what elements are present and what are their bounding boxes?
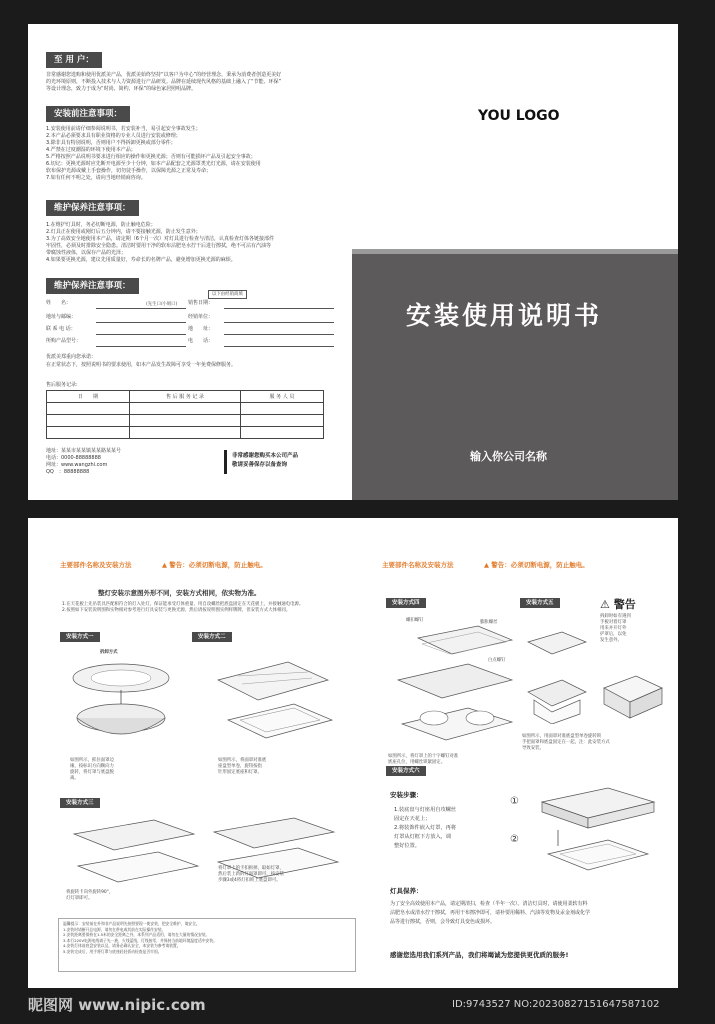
contact-phone: 电话：0000-88888888 — [46, 455, 101, 461]
care-line: 品等进行擦拭，否则，会导致灯具变色或损坏。 — [390, 919, 496, 925]
caption-line: 如图所示，将面罩对准底 — [218, 758, 267, 763]
thanks-line: 非常感谢您购买本公司产品 — [232, 453, 299, 459]
maintenance-line: 4.如果要更换光源，建议先用质量好，寿命长的名牌产品，避免增加更换光源的麻烦。 — [46, 257, 236, 263]
field-name-label: 姓 名： — [46, 300, 72, 306]
install-intro — [62, 602, 352, 614]
maintenance-body — [46, 222, 346, 264]
caption-line: 灯灯罩即可。 — [66, 896, 93, 901]
caption-line: 将灯罩上的卡扣拆掉，取如灯罩， — [218, 866, 284, 871]
part-white-screw-label: 白点螺钉 — [488, 658, 506, 663]
warning-triangle-icon: ⚠ — [600, 598, 610, 611]
field-name-line[interactable] — [96, 308, 186, 309]
method-2-caption — [218, 758, 328, 776]
field-dealer-address-label: 地 址： — [188, 326, 214, 332]
maintenance-line: 带腐蚀性液体，以保存产品的光泽； — [46, 250, 127, 256]
caption-line: 手把面罩和底盘固定在一起，注：此安装方式 — [522, 740, 610, 745]
part-expansion-label: 膨胀螺丝 — [480, 620, 498, 625]
warning-title: 警告 — [613, 598, 636, 611]
warning-line: 发生意外。 — [600, 638, 622, 643]
warning-line: 手板对着灯罩 — [600, 620, 627, 625]
field-dealer-line[interactable] — [224, 322, 334, 323]
disclaimer-box — [58, 918, 356, 972]
step-line: 固定在天花上； — [394, 816, 431, 822]
disclaimer-line: 温馨提示：安装前在外和非产品说明先按照要现一使安装，把安全维护，请安全。 — [63, 921, 200, 926]
to-user-title: 至 用 户： — [46, 52, 102, 68]
method-1-diagram — [66, 650, 176, 750]
intro-line: 2.按照如下安装说明图和实物相对参考进行灯具安装与更换光源，然后请按说明图实例样牌牌，但安装方式大体相同。 — [62, 608, 291, 613]
field-dealer-address-line[interactable] — [224, 334, 334, 335]
disclaimer-line: 4.安装灯体前底盘安装以及，请务必确认安全，本安装为参考请装置。 — [63, 943, 181, 949]
field-model-line[interactable] — [96, 346, 186, 347]
table-header-date: 日 期 — [47, 391, 130, 403]
method-1-caption — [70, 758, 160, 782]
table-header-record: 售 后 服 务 记 录 — [130, 391, 241, 403]
caption-line: 然后装上新的灯面罩即可，按安装 — [218, 872, 284, 877]
method-6-tag: 安装方式六 — [386, 766, 426, 776]
field-name-suffix: (先生口/小姐口) — [146, 302, 178, 307]
method-4-tag: 安装方式四 — [386, 598, 426, 608]
before-install-title: 安装前注意事项： — [46, 106, 130, 122]
field-dealer-label: 经销单位： — [188, 314, 214, 320]
table-header-row — [47, 391, 324, 403]
manual-title: 安装使用说明书 — [406, 301, 603, 330]
before-install-line: 5.严格按照产品说明书要求进行相应的操作和更换光源；否则有可能损坏产品及引起安全事故； — [46, 154, 256, 160]
method-5-illustration — [522, 614, 592, 724]
caption-line: 步骤3或4将灯扣锁上底盘即可。 — [218, 878, 281, 883]
table-header-staff: 服 务 人 员 — [240, 391, 323, 403]
care-body — [390, 900, 660, 927]
before-install-line: 2.本产品必须要求具有职业资格的专业人员进行安装或修理； — [46, 133, 181, 139]
method-4-caption — [388, 754, 508, 766]
step-line: 整好位置。 — [394, 843, 420, 849]
dealer-fill-hint: 以下由经销商填 — [208, 290, 247, 299]
care-title: 灯具保养： — [390, 887, 423, 895]
part-screw-label: 螺扣螺钉 — [406, 618, 424, 623]
cover-panel — [352, 254, 678, 500]
method-1-illustration — [66, 650, 176, 750]
field-dealer-phone-line[interactable] — [224, 346, 334, 347]
contact-qq: QQ ：88888888 — [46, 469, 90, 475]
care-line: 沾肥皂水或清水拧干擦拭，再用干布擦净即可，请补要用稀料、汽油等发物及汞金剂或化学 — [390, 910, 591, 916]
disclaimer-line: 5.安装完成后，用手将灯罩与底座轻轻扳动检查是否牢固。 — [63, 948, 162, 954]
method-1-note: 拆卸方式 — [100, 650, 118, 655]
caption-line: 将旋转卡向外旋转90°， — [66, 890, 114, 895]
field-sale-date-line[interactable] — [224, 308, 334, 309]
installation-sheet — [28, 518, 678, 988]
caption-line: 离。 — [70, 776, 79, 781]
parts-header-left: 主要部件名称及安装方法 — [60, 561, 132, 569]
field-dealer-phone-label: 电 话： — [188, 338, 214, 344]
promise-body: 在正常状态下，按照说明书的要求使用，如本产品发生故障可享受一年免费保修服务。 — [46, 362, 237, 368]
warning-line: 拆卸时如有遇到 — [600, 614, 631, 619]
field-address-line[interactable] — [96, 322, 186, 323]
install-subtitle: 整灯安装示意图外形不同，安装方式相同，依实物为准。 — [98, 589, 261, 597]
method-5-cover-diagram — [600, 668, 666, 724]
caption-line: 导致安装。 — [522, 746, 544, 751]
watermark-right: ID:9743527 NO:20230827151647587102 — [452, 999, 660, 1010]
before-install-line: 4.严禁在过度潮湿的环境下使用本产品； — [46, 147, 136, 153]
service-record-title: 售后服务记录: — [46, 382, 78, 388]
to-user-line: 的光环境原则，不断投入技术与人力资源进行产品研发。品牌在延续现代风格的基础上融入了“节能、环保” — [46, 79, 282, 85]
method-5-caption — [522, 734, 672, 752]
method-6-illustration — [508, 784, 658, 884]
method-5-cover-illustration — [600, 668, 666, 724]
warning-title-row — [600, 596, 670, 612]
warning-line: 用来并开灯外 — [600, 626, 627, 631]
step-line: 灯罩从灯框下方放入，调 — [394, 834, 452, 840]
maintenance-line: 1.在维护灯具时，务必切断电源，防止触电危险； — [46, 222, 156, 228]
method-2-tag: 安装方式二 — [192, 632, 232, 642]
caption-line: 旋转，将灯罩与底盘脱 — [70, 770, 114, 775]
thanks-note — [232, 452, 298, 470]
closing-thanks: 感谢您选用我们系列产品，我们将竭诚为您提供更优质的服务! — [390, 951, 569, 959]
caption-line: 如图所示，抓住面罩边 — [70, 758, 114, 763]
thanks-line: 敬请妥善保存以备查询 — [232, 462, 288, 468]
disclaimer-line: 1.安装时请断开总电源，请勿在带电或其前在实际操作安装。 — [63, 926, 166, 932]
method-2-illustration — [198, 650, 338, 750]
watermark-left: 昵图网 www.nipic.com — [28, 996, 206, 1014]
before-install-line: 1.安装使用前请仔细参阅说明书，若安装补当，易引起安全事故发生； — [46, 126, 201, 132]
field-phone-line[interactable] — [96, 334, 186, 335]
warranty-title: 维护保养注意事项： — [46, 278, 139, 294]
disclaimer-line: 3.本行220V电源电线请子先一族，火线蓝线，灯线接零，并保持当前地环境温度适中安装。 — [63, 937, 217, 943]
warning-right: ▲ 警告：必须切断电源，防止触电。 — [484, 561, 589, 569]
field-sale-date-label: 销售日期： — [188, 300, 214, 306]
promise-title: 优派美郑重向您承诺： — [46, 354, 97, 360]
warning-text — [600, 614, 670, 644]
brand-logo: YOU LOGO — [478, 108, 560, 124]
table-row[interactable] — [47, 427, 324, 439]
manual-cover-sheet — [28, 24, 678, 500]
before-install-line: 软布保护光源或戴上手套操作，切勿徒手操作，以保障光源之正常及寿命； — [46, 168, 212, 174]
step-line: 1.装底盘与灯座用自攻螺丝 — [394, 807, 457, 813]
caption-line: 底座孔位，用螺丝锁紧固定。 — [388, 760, 446, 765]
maintenance-line: 2.灯具正在使用或刚灯后五分钟内，请不要接触光源，防止发生意外； — [46, 229, 201, 235]
install-steps-title: 安装步骤： — [390, 791, 423, 799]
step-2-marker: ② — [510, 834, 519, 845]
warning-left: ▲ 警告：必须切断电源，防止触电。 — [162, 561, 267, 569]
method-6-diagram — [508, 784, 658, 884]
company-contact — [46, 448, 121, 476]
method-3-tag: 安装方式三 — [60, 798, 100, 808]
disclaimer-text — [59, 919, 355, 957]
to-user-line: 等设计理念，致力于成为“时尚、简约、环保”的绿色家居照明品牌。 — [46, 86, 197, 92]
service-record-table — [46, 390, 324, 439]
method-2-diagram — [198, 650, 338, 750]
to-user-body — [46, 72, 346, 93]
contact-address: 地址：某某市某某镇某某路某某号 — [46, 448, 122, 454]
before-install-body — [46, 126, 346, 182]
install-steps — [394, 806, 456, 851]
caption-line: 如图所示，将灯罩上的十字螺钉对准 — [388, 754, 459, 759]
caption-line: 缘，按标识方向顺向力 — [70, 764, 114, 769]
company-name: 输入你公司名称 — [470, 450, 547, 463]
thanks-divider — [224, 450, 227, 474]
maintenance-title: 维护保养注意事项： — [46, 200, 139, 216]
maintenance-line: 3.为了高效安全地使用本产品，请定期（6个月一次）对灯具进行检查与清洁，认真检查灯体各链接部件 — [46, 236, 274, 242]
field-address-label: 地址与邮编： — [46, 314, 77, 320]
method-4-illustration — [388, 614, 518, 744]
to-user-line: 非常感谢您选购和使用优派美产品，优派美始终坚持“以客户为中心”的经营理念，秉承为消费者创造更美好 — [46, 72, 282, 78]
before-install-line: 7.如有任何不明之处，请向当地经销商咨询。 — [46, 175, 146, 181]
intro-line: 1.在天花板上先吊装具匹配相符合的灯入处灯，保证能承受灯体重量，用自攻螺丝把底盘固定在天花板上，并接触通电电源。 — [62, 602, 304, 607]
method-5-tag: 安装方式五 — [520, 598, 560, 608]
method-3-caption — [66, 890, 156, 902]
disclaimer-line: 2.安装距离要保持在1.5米的安全距离之外，本系列产品适用，请勿在大量的情况安装。 — [63, 932, 210, 938]
maintenance-line: 牢固性，必须及时排除安全隐患。清洁时要用干净的软布沾肥皂水拧干后进行擦拭，绝不可沾有汽油等 — [46, 243, 272, 249]
caption-line: 针形固定底座和灯罩。 — [218, 770, 262, 775]
step-line: 2.将装饰件嵌入灯罩，再将 — [394, 825, 457, 831]
method-4-diagram — [388, 614, 518, 744]
parts-header-right: 主要部件名称及安装方法 — [382, 561, 454, 569]
table-row[interactable] — [47, 415, 324, 427]
warning-panel — [600, 596, 670, 644]
before-install-line: 6.切记：更换光源时应先断开电源至少十分钟，如本产品配套之光源罩类光灯光源，请在安装使用 — [46, 161, 261, 167]
field-phone-label: 联 系 电 话： — [46, 326, 76, 332]
field-model-label: 所购产品型号： — [46, 338, 82, 344]
before-install-line: 3.除非具有特别说明，否则用户不得拆卸更换或部分零件； — [46, 140, 176, 146]
method-1-tag: 安装方式一 — [60, 632, 100, 642]
method-5-diagram — [522, 614, 592, 724]
care-line: 为了安全高效使用本产品，请定期清扫，检查（半年一次）。清洁灯具时，请使用柔软有料 — [390, 901, 588, 907]
method-3-caption-right — [218, 866, 338, 884]
caption-line: 如图所示，用面罩对准底盘型单卷旋转锁 — [522, 734, 602, 739]
table-row[interactable] — [47, 403, 324, 415]
step-1-marker: ① — [510, 796, 519, 807]
warning-line: 护罩后，以免 — [600, 632, 627, 637]
caption-line: 座盘型单卷，旋钮按指 — [218, 764, 262, 769]
contact-web: 网址：www.wangzhi.com — [46, 462, 108, 468]
